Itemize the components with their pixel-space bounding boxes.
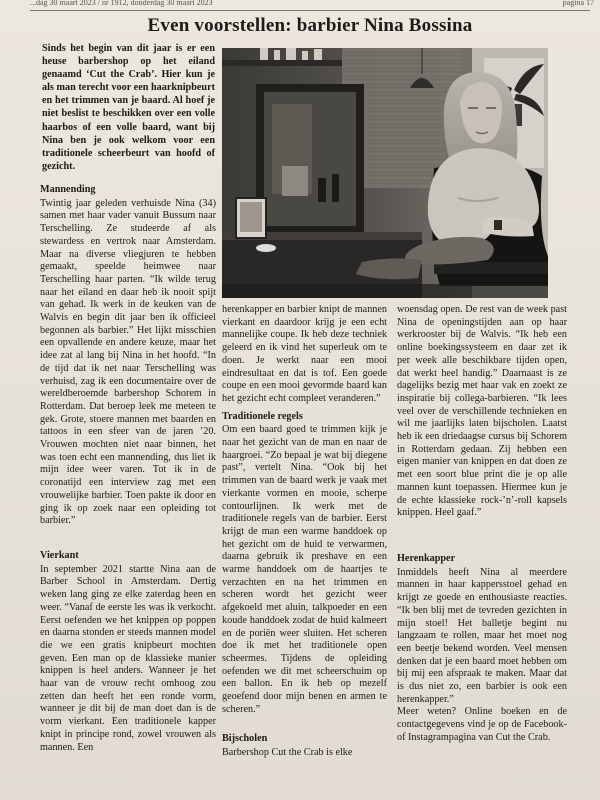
heading-traditionele-regels: Traditionele regels — [222, 410, 303, 422]
column-1-lower — [40, 545, 216, 754]
text-vierkant: In september 2021 startte Nina aan de Barber School in Amsterdam. Dertig weken lang ging ze elke zaterdag heen en weer. “Vanaf de eerste les was ik verkocht. Eerst oefenden we het knippen op poppen en daarna stonden er steeds mannen model die we een gratis knipbeurt mochten geven. Een man op de klassieke manier knippen is heel anders. Wanneer je het haar van de vrouw recht omhoog zou zetten dan heeft het een ronde vorm, wanneer je dit bij de man doet dan is de vorm vierkant. Een traditionele kapper knipt in principe rond, zowel vrouwen als mannen. Een — [40, 563, 216, 753]
text-column-3-lead: woensdag open. De rest van de week past Nina de openingstijden aan op haar werkrooster bij de Walvis. “Ik heb een online boekingssysteem en daar zet ik per week alle beschikbare tijden open, dat werkt heel handig.” Daarnaast is ze dagelijks bezig met haar vak en zoekt ze inspiratie bij collega-barbieren. “Ik lees veel over de verschillende technieken en wil me jaarlijks laten bijscholen. Laatst heb ik een driedaagse cursus bij Schorem in Rotterdam gedaan. Zij hebben een eigen manier van knippen en dat doen ze met een soort blue print die je op alle mannen kunt toepassen. Hiermee kun je de echte klassieke rock-’n’-roll kapsels knippen. Heel gaaf.” — [397, 304, 567, 519]
column-3-lower — [397, 548, 567, 745]
header-page-label: pagina 17 — [562, 0, 594, 7]
heading-vierkant: Vierkant — [40, 550, 79, 561]
header-rule — [30, 10, 590, 11]
heading-bijscholen: Bijscholen — [222, 733, 268, 744]
column-3 — [397, 304, 567, 520]
article-title: Even voorstellen: barbier Nina Bossina — [147, 15, 473, 36]
heading-herenkapper: Herenkapper — [397, 553, 456, 564]
heading-mannending: Mannending — [40, 184, 96, 195]
text-herenkapper: Inmiddels heeft Nina al meerdere mannen in haar kappersstoel gehad en krijgt ze goede en enthousiaste reacties. “Ik ben blij met de tevreden gezichten in mijn stoel! Het balletje begint nu langzaam te rollen, maar het moet nog een beetje bekend worden. Veel mensen denken dat je een baard moet hebben om bij mij een afspraak te maken. Maar dat is dus niet zo, een barbier is ook een herenkapper.” — [397, 566, 567, 705]
column-2 — [222, 304, 387, 717]
column-2-lower — [222, 728, 387, 759]
text-column-2-lead: herenkapper en barbier knipt de mannen vierkant en daardoor krijg je een echt mannelijke coupe. Ik heb deze techniek geleerd en ik vind het superleuk om te doen. Je werkt naar een mooi eindresultaat en dat is tof. Een goede coupe en een mooi gevormde baard kan het gezicht echt compleet veranderen.” — [222, 304, 387, 404]
article-intro: Sinds het begin van dit jaar is er een heuse barbershop op het eiland genaamd ‘Cut the Crab’. Hier kun je als man terecht voor een haarknipbeurt en het trimmen van je baard. Al hoef je niet beslist te beschikken over een volle haarbos of een volle baard, want bij Nina ben je ook welkom voor een traditionele scheerbeurt van hoofd of gezicht. — [42, 43, 215, 172]
column-1 — [40, 179, 216, 528]
header-issue: ...dag 30 maart 2023 / nr 1912, donderdag 30 maart 2023 — [30, 0, 213, 7]
text-bijscholen: Barbershop Cut the Crab is elke — [222, 746, 353, 758]
barber-portrait-photo — [222, 48, 548, 298]
text-mannending: Twintig jaar geleden verhuisde Nina (34) samen met haar vader vanuit Bussum naar Terschelling. Ze studeerde af als stewardess en vertrok naar Amsterdam. Maar na diverse vliegjuren te hebben gemaakt, speelde heimwee naar Terschelling haar parten. “Ik wilde terug naar het eiland en daar heb ik nooit spijt van gehad. Ik werk in de keuken van de Walvis en begin dit jaar ben ik officieel begonnen als barbier.” Het lijkt misschien een opvallende en andere keuze, maar het idee zat al lang bij Nina in het hoofd. “In de tijd dat ik net naar Terschelling was verhuisd, zag ik een documentaire over de wereldberoemde barbershop Schorem in Rotterdam. Dat beroep leek me meteen te gek. Grote, stoere mannen met baarden en tattoos in een sfeer van de jaren ’20. Vrouwen mochten niet naar binnen, het was toen echt een mannending, dus liet ik mijn idee weer varen. Tot ik in de coronatijd een interview zag met een vrouwelijke barbier. Toen pakte ik door en ging ik op zoek naar een opleiding tot barbier.” — [40, 197, 216, 527]
text-meer-weten: Meer weten? Online boeken en de contactgegevens vind je op de Facebook- of Instagrampagina van Cut the Crab. — [397, 706, 567, 743]
text-traditionele-regels: Om een baard goed te trimmen kijk je naar het gezicht van de man en naar de haargroei. “Zo bepaal je wat bij diegene past”, vertelt Nina. “Ook bij het trimmen van de baard werk je vaak met vierkante vormen en mooie, scherpe contourlijnen. Ik werk met de traditionele regels van de barbier. Eerst krijgt de man een warme handdoek op het gezicht om de huid te verwarmen, daarna gebruik ik preshave en een warme handdoek om de haartjes te verzachten en na het trimmen en scheren wordt het gezicht weer afgekoeld met aluin, talkpoeder en een koude handdoek zodat de huid kalmeert en de poriën weer sluiten. Het scheren doe ik met het traditionele open scheermes. Tijdens de opleiding oefenden we dit met scheerschuim op een ballon. En ik heb op mezelf geoefend door mijn benen en armen te scheren.” — [222, 424, 387, 715]
